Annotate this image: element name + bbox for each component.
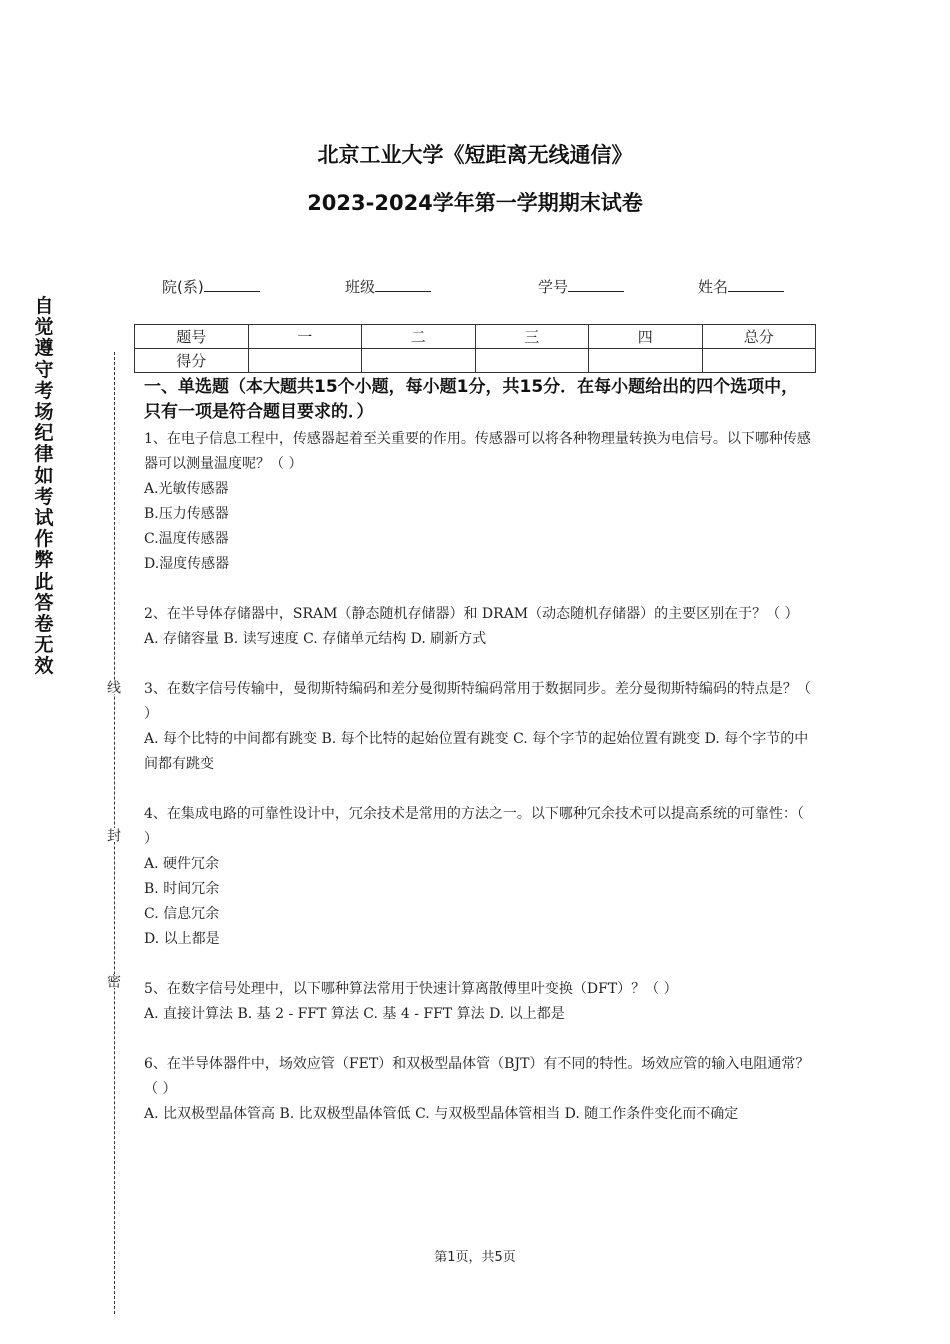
info-label: 院(系) xyxy=(162,278,204,296)
question-options: A. 直接计算法 B. 基 2 - FFT 算法 C. 基 4 - FFT 算法 D. 以上都是 xyxy=(144,1006,565,1022)
score-table-cell: 三 xyxy=(475,325,589,349)
score-table-cell: 四 xyxy=(589,325,703,349)
score-table-header-row xyxy=(135,325,816,349)
question-stem: 1、在电子信息工程中，传感器起着至关重要的作用。传感器可以将各种物理量转换为电信号。以下哪种传感器可以测量温度呢？（ ） xyxy=(144,431,811,472)
info-label: 姓名 xyxy=(698,278,729,296)
question-stem: 5、在数字信号处理中，以下哪种算法常用于快速计算离散傅里叶变换（DFT）？（ ） xyxy=(144,981,678,997)
question-option: C.温度传感器 xyxy=(144,531,229,547)
question-4 xyxy=(144,802,812,952)
info-name xyxy=(698,276,784,297)
question-options: A. 比双极型晶体管高 B. 比双极型晶体管低 C. 与双极型晶体管相当 D. 随工作条件变化而不确定 xyxy=(144,1106,739,1122)
binding-mark-secret: 密 xyxy=(105,974,121,988)
question-5 xyxy=(144,977,812,1027)
score-cell xyxy=(589,349,703,373)
question-stem: 3、在数字信号传输中，曼彻斯特编码和差分曼彻斯特编码常用于数据同步。差分曼彻斯特编码的特点是？（ ） xyxy=(144,681,811,722)
score-table-cell: 得分 xyxy=(135,349,249,373)
fill-blank xyxy=(568,277,624,292)
question-options: A. 存储容量 B. 读写速度 C. 存储单元结构 D. 刷新方式 xyxy=(144,631,487,647)
score-cell xyxy=(362,349,476,373)
page-number: 第1页，共5页 xyxy=(434,1250,516,1265)
exam-term: 2023-2024学年第一学期期末试卷 xyxy=(307,191,643,215)
info-label: 学号 xyxy=(538,278,569,296)
info-student-id xyxy=(538,276,624,297)
question-option: A. 硬件冗余 xyxy=(144,856,220,872)
question-3 xyxy=(144,677,812,777)
section-title: 一、单选题（本大题共15个小题，每小题1分，共15分．在每小题给出的四个选项中，只有一项是符合题目要求的．） xyxy=(144,377,799,422)
fill-blank xyxy=(204,277,260,292)
question-option: D.湿度传感器 xyxy=(144,556,230,572)
exam-title: 北京工业大学《短距离无线通信》 xyxy=(317,143,633,167)
info-department xyxy=(162,276,260,297)
score-table-score-row xyxy=(135,349,816,373)
question-option: D. 以上都是 xyxy=(144,931,220,947)
question-option: B. 时间冗余 xyxy=(144,881,220,897)
question-stem: 6、在半导体器件中，场效应管（FET）和双极型晶体管（BJT）有不同的特性。场效应管的输入电阻通常？（ ） xyxy=(144,1056,810,1097)
binding-mark-line: 线 xyxy=(105,680,121,694)
question-6 xyxy=(144,1052,812,1127)
question-options: A. 每个比特的中间都有跳变 B. 每个比特的起始位置有跳变 C. 每个字节的起始位置有跳变 D. 每个字节的中间都有跳变 xyxy=(144,731,809,772)
info-label: 班级 xyxy=(345,278,376,296)
question-2 xyxy=(144,602,812,652)
fill-blank xyxy=(728,277,784,292)
score-cell xyxy=(475,349,589,373)
exam-content xyxy=(144,375,812,1152)
question-option: A.光敏传感器 xyxy=(144,481,229,497)
question-stem: 2、在半导体存储器中，SRAM（静态随机存储器）和 DRAM（动态随机存储器）的主要区别在于？（ ） xyxy=(144,606,799,622)
question-stem: 4、在集成电路的可靠性设计中，冗余技术是常用的方法之一。以下哪种冗余技术可以提高系统的可靠性：（ ） xyxy=(144,806,804,847)
score-table xyxy=(134,324,816,373)
score-table-cell: 一 xyxy=(248,325,362,349)
info-class xyxy=(345,276,431,297)
score-table-cell: 总分 xyxy=(702,325,816,349)
question-1 xyxy=(144,427,812,577)
fill-blank xyxy=(375,277,431,292)
binding-mark-seal: 封 xyxy=(105,828,121,842)
exam-discipline-notice: 自觉遵守考场纪律如考试作弊此答卷无效 xyxy=(34,295,54,678)
score-cell xyxy=(248,349,362,373)
score-table-cell: 题号 xyxy=(135,325,249,349)
score-table-cell: 二 xyxy=(362,325,476,349)
question-option: C. 信息冗余 xyxy=(144,906,220,922)
question-option: B.压力传感器 xyxy=(144,506,229,522)
score-cell xyxy=(702,349,816,373)
